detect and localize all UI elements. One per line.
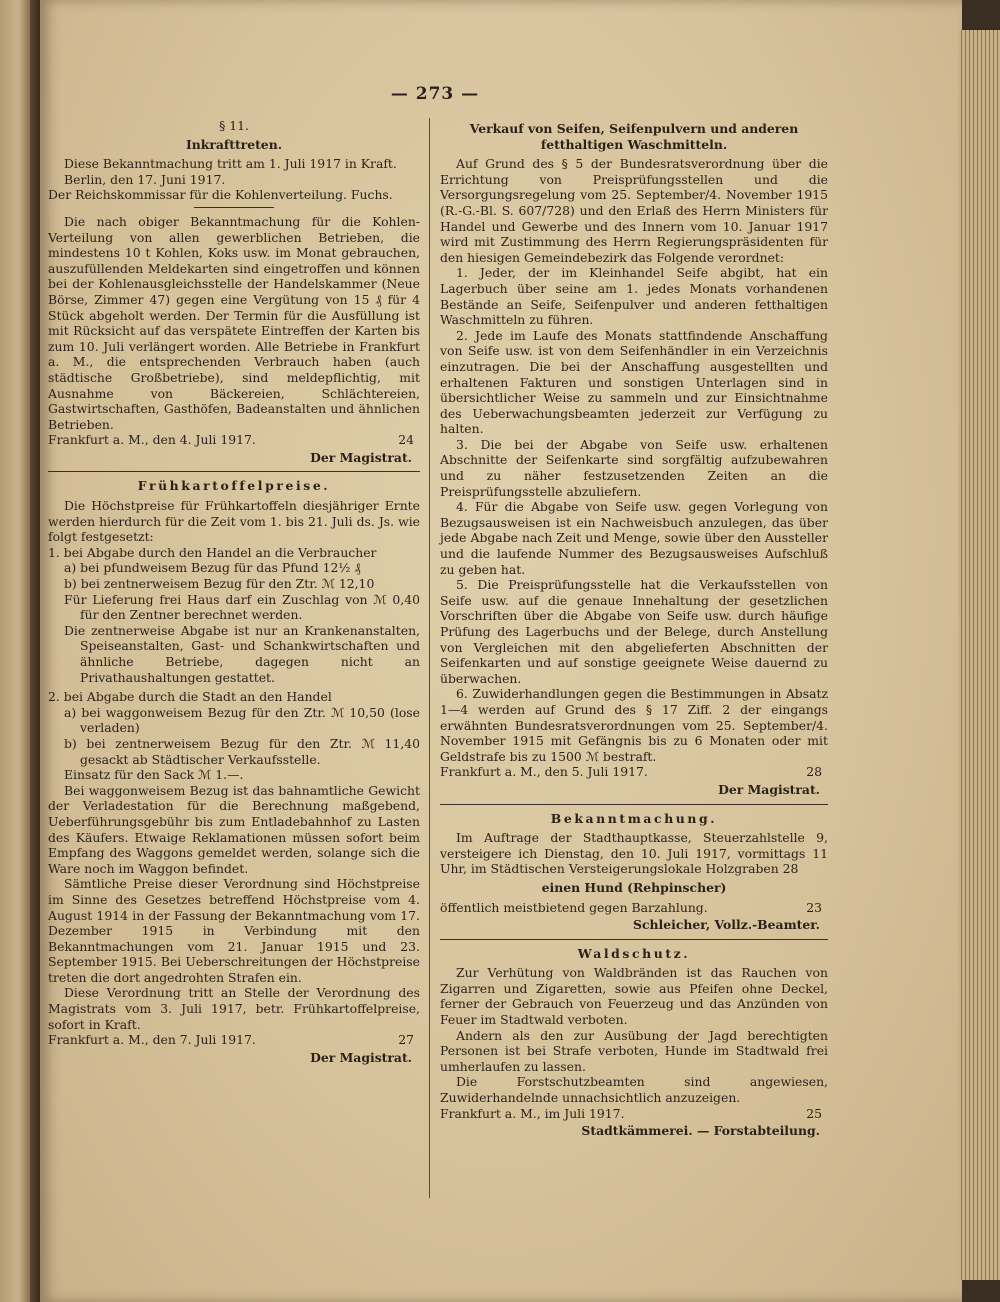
soap-paragraph-3: 3. Die bei der Abgabe von Seife usw. erhaltenen Abschnitte der Seifenkarte sind sorgfältig aufzubewahren und zu näher festzusetzenden Zeiten an die Preisprüfungsstelle abzuliefern. xyxy=(440,436,828,499)
coal-notice-signature: Der Magistrat. xyxy=(310,449,412,465)
potato-paragraph-1: Bei waggonweisem Bezug ist das bahnamtliche Gewicht der Verladestation für die Berechnung maßgebend, Ueberführungsgebühr bis zum Entladebahnhof zu Lasten des Käufers. Etwaige Reklamationen müssen sofort beim Empfang des Waggons gemeldet werden, solange sich die Ware noch im Waggon befindet. xyxy=(48,782,420,876)
section-11-subheading: Inkrafttreten. xyxy=(185,136,283,152)
auction-line-text: öffentlich meistbietend gegen Barzahlung. xyxy=(440,899,708,915)
auction-title: Bekanntmachung. xyxy=(550,810,718,826)
soap-title: Verkauf von Seifen, Seifenpulvern und anderen fetthaltigen Waschmitteln. xyxy=(469,121,799,152)
page-stack-edge xyxy=(958,30,1000,1280)
potato-item-1a: a) bei pfundweisem Bezug für das Pfund 12½ ₰ xyxy=(64,560,361,576)
potato-item-1: 1. bei Abgabe durch den Handel an die Verbraucher xyxy=(48,544,377,560)
soap-paragraph-1: 1. Jeder, der im Kleinhandel Seife abgibt, hat ein Lagerbuch über seine am 1. jedes Monats vorhandenen Bestände an Seife, Seifenpulver und anderen fetthaltigen Waschmitteln zu führen. xyxy=(440,265,828,328)
potato-paragraph-3: Diese Verordnung tritt an Stelle der Verordnung des Magistrats vom 3. Juli 1917, betr. Frühkartoffelpreise, sofort in Kraft. xyxy=(48,985,420,1032)
potato-item-1b: b) bei zentnerweisem Bezug für den Ztr. ℳ 12,10 xyxy=(64,576,375,592)
column-divider xyxy=(429,118,430,1198)
soap-paragraph-5: 5. Die Preisprüfungsstelle hat die Verkaufsstellen von Seife usw. auf die genaue Innehaltung der gesetzlichen Vorschriften über die Abgabe von Seife usw. durch häufige Prüfung des Lagerbuchs und der Belege, durch Anstellung von Vergleichen mit den abgelieferten Abschnitten der Seifenkarten und auf sonstige geeignete Weise dauernd zu überwachen. xyxy=(440,577,828,686)
section-11-date: Berlin, den 17. Juni 1917. xyxy=(64,171,226,187)
right-column xyxy=(440,118,828,1141)
potato-date: Frankfurt a. M., den 7. Juli 1917. xyxy=(48,1032,256,1048)
potato-item-1c: Für Lieferung frei Haus darf ein Zuschlag von ℳ 0,40 für den Zentner berechnet werden. xyxy=(64,591,420,623)
soap-intro: Auf Grund des § 5 der Bundesratsverordnung über die Errichtung von Preisprüfungsstellen und die Versorgungsregelung vom 25. September/4. November 1915 (R.-G.-Bl. S. 607/728) und den Erlaß des Herrn Ministers für Handel und Gewerbe und des Innern vom 10. Januar 1917 wird mit Zustimmung des Herrn Regierungspräsidenten für den hiesigen Gemeindebezirk das Folgende verordnet: xyxy=(440,156,828,265)
potato-dateline xyxy=(48,1032,420,1048)
coal-notice-number: 24 xyxy=(398,432,414,448)
forest-title: Waldschutz. xyxy=(577,945,691,961)
divider xyxy=(440,939,828,940)
potato-prices-intro: Die Höchstpreise für Frühkartoffeln diesjähriger Ernte werden hierdurch für die Zeit vom 1. bis 21. Juli ds. Js. wie folgt festgesetzt: xyxy=(48,498,420,545)
potato-item-2a: a) bei waggonweisem Bezug für den Ztr. ℳ 10,50 (lose verladen) xyxy=(64,704,420,736)
forest-dateline xyxy=(440,1106,828,1122)
page-number: — 273 — xyxy=(390,84,480,104)
soap-paragraph-6: 6. Zuwiderhandlungen gegen die Bestimmungen in Absatz 1—4 werden auf Grund des § 17 Ziff. 2 der eingangs erwähnten Bundesratsverordnungen vom 25. September/4. November 1915 mit Gefängnis bis zu 6 Monaten oder mit Geldstrafe bis zu 1500 ℳ bestraft. xyxy=(440,686,828,764)
coal-notice-body: Die nach obiger Bekanntmachung für die Kohlen-Verteilung von allen gewerblichen Betrieben, die mindestens 10 t Kohlen, Koks usw. im Monat gebrauchen, auszufüllenden Meldekarten sind eingetroffen und können bei der Kohlenausgleichsstelle der Handelskammer (Neue Börse, Zimmer 47) gegen eine Vergütung von 15 ₰ für 4 Stück abgeholt werden. Der Termin für die Ausfüllung ist mit Rücksicht auf das verspätete Eintreffen der Karten bis zum 10. Juli verlängert worden. Alle Betriebe in Frankfurt a. M., die entsprechenden Verbrauch haben (auch städtische Großbetriebe), sind meldepflichtig, mit Ausnahme von Bäckereien, Schlächtereien, Gastwirtschaften, Gasthöfen, Badeanstalten und ähnlichen Betrieben. xyxy=(48,213,420,432)
forest-number: 25 xyxy=(806,1105,822,1121)
forest-paragraph-3: Die Forstschutzbeamten sind angewiesen, Zuwiderhandelnde unnachsichtlich anzuzeigen. xyxy=(440,1074,828,1106)
potato-prices-title: Frühkartoffelpreise. xyxy=(137,478,331,494)
potato-item-1d: Die zentnerweise Abgabe ist nur an Krankenanstalten, Speiseanstalten, Gast- und Schankwirtschaften und ähnliche Betriebe, dagegen nicht an Privathaushaltungen gestattet. xyxy=(64,622,420,685)
left-column xyxy=(48,118,420,1067)
soap-paragraph-2: 2. Jede im Laufe des Monats stattfindende Anschaffung von Seife usw. ist von dem Seifenhändler in ein Verzeichnis einzutragen. Die bei der Anschaffung ausgestellten und erhaltenen Fakturen und sonstigen Unterlagen sind in übersichtlicher Weise zu sammeln und zur Einsichtnahme des Ueberwachungsbeamten jederzeit zur Verfügung zu halten. xyxy=(440,327,828,437)
potato-number: 27 xyxy=(398,1032,414,1048)
potato-paragraph-2: Sämtliche Preise dieser Verordnung sind Höchstpreise im Sinne des Gesetzes betreffend Höchstpreise vom 4. August 1914 in der Fassung der Bekanntmachung vom 17. Dezember 1915 in Verbindung mit den Bekanntmachungen vom 21. Januar 1915 und 23. September 1915. Bei Ueberschreitungen der Höchstpreise treten die dort angedrohten Strafen ein. xyxy=(48,876,420,985)
soap-paragraph-4: 4. Für die Abgabe von Seife usw. gegen Vorlegung von Bezugsausweisen ist ein Nachweisbuch anzulegen, das über jede Abgabe nach Zeit und Menge, sowie über den Aussteller und die laufende Nummer des Bezugsausweises Aufschluß zu geben hat. xyxy=(440,499,828,577)
coal-notice-dateline xyxy=(48,432,420,448)
coal-notice-date: Frankfurt a. M., den 4. Juli 1917. xyxy=(48,432,256,448)
auction-number: 23 xyxy=(806,899,822,915)
divider xyxy=(48,471,420,472)
section-11-heading: § 11. xyxy=(219,118,249,133)
soap-date: Frankfurt a. M., den 5. Juli 1917. xyxy=(440,764,648,780)
divider xyxy=(194,207,274,208)
auction-text: Im Auftrage der Stadthauptkasse, Steuerzahlstelle 9, versteigere ich Dienstag, den 10. Juli 1917, vormittags 11 Uhr, im Städtischen Versteigerungslokale Holzgraben 28 xyxy=(440,830,828,877)
potato-item-2: 2. bei Abgabe durch die Stadt an den Handel xyxy=(48,689,332,705)
potato-signature: Der Magistrat. xyxy=(310,1049,412,1065)
potato-item-2c: Einsatz für den Sack ℳ 1.—. xyxy=(64,767,244,783)
forest-date: Frankfurt a. M., im Juli 1917. xyxy=(440,1105,625,1121)
auction-signature: Schleicher, Vollz.-Beamter. xyxy=(633,917,820,933)
auction-line xyxy=(440,900,828,916)
section-11-signature: Der Reichskommissar für die Kohlenverteilung. Fuchs. xyxy=(48,187,393,203)
divider xyxy=(440,804,828,805)
soap-number: 28 xyxy=(806,764,822,780)
soap-signature: Der Magistrat. xyxy=(718,781,820,797)
section-11-text: Diese Bekanntmachung tritt am 1. Juli 1917 in Kraft. xyxy=(64,156,397,172)
forest-paragraph-1: Zur Verhütung von Waldbränden ist das Rauchen von Zigarren und Zigaretten, sowie aus Pfeifen ohne Deckel, ferner der Gebrauch von Feuerzeug und das Anzünden von Feuer im Stadtwald verboten. xyxy=(440,965,828,1028)
facing-page-edge xyxy=(0,0,30,1302)
soap-dateline xyxy=(440,764,828,780)
forest-signature: Stadtkämmerei. — Forstabteilung. xyxy=(581,1123,820,1139)
potato-item-2b: b) bei zentnerweisem Bezug für den Ztr. ℳ 11,40 gesackt ab Städtischer Verkaufsstelle. xyxy=(64,735,420,767)
forest-paragraph-2: Andern als den zur Ausübung der Jagd berechtigten Personen ist bei Strafe verboten, Hunde im Stadtwald frei umherlaufen zu lassen. xyxy=(440,1027,828,1074)
auction-item: einen Hund (Rehpinscher) xyxy=(541,879,727,895)
